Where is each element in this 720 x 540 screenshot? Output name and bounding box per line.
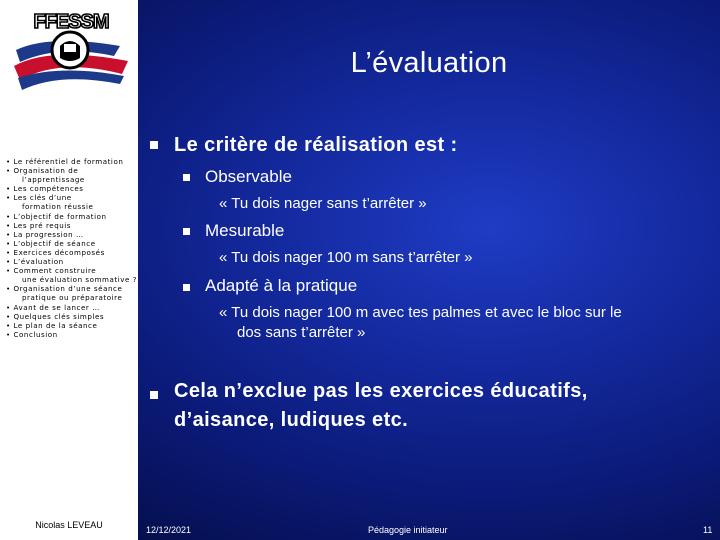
example-adapte-line1: « Tu dois nager 100 m avec tes palmes et avec le bloc sur le xyxy=(219,304,622,321)
toc-item: • L’objectif de séance xyxy=(6,238,96,248)
toc-item: l’apprentissage xyxy=(22,175,85,185)
toc-item: • Les pré requis xyxy=(6,220,72,230)
toc-item: • Le plan de la séance xyxy=(6,320,98,330)
toc-item: • Organisation de xyxy=(6,166,79,176)
toc-item: • Organisation d’une séance xyxy=(6,284,123,294)
toc-item: • L’objectif de formation xyxy=(6,211,107,221)
bullet-square-icon xyxy=(183,228,190,235)
slide-title: L’évaluation xyxy=(350,47,508,79)
toc-item: • Quelques clés simples xyxy=(6,311,105,321)
toc-item: • Comment construire xyxy=(6,266,97,276)
toc-item: • Les clés d’une xyxy=(6,193,72,203)
sub-bullet-mesurable: Mesurable xyxy=(205,221,285,240)
toc-item: • Avant de se lancer … xyxy=(6,302,100,312)
bullet-square-icon xyxy=(183,284,190,291)
main-bullet-exercises-line1: Cela n’exclue pas les exercices éducatifs, xyxy=(174,380,588,402)
main-bullet-exercises-line2: d’aisance, ludiques etc. xyxy=(174,409,409,431)
footer-date: 12/12/2021 xyxy=(146,525,192,535)
bullet-square-icon xyxy=(150,391,158,399)
bullet-square-icon xyxy=(150,141,158,149)
toc-item: • Exercices décomposés xyxy=(6,247,105,257)
toc-item: pratique ou préparatoire xyxy=(22,293,123,303)
toc-item: une évaluation sommative ? xyxy=(22,275,138,285)
svg-text:FFESSM: FFESSM xyxy=(33,11,109,33)
table-of-contents xyxy=(6,157,138,339)
toc-item: formation réussie xyxy=(22,202,94,212)
sidebar xyxy=(0,0,138,540)
example-observable: « Tu dois nager sans t’arrêter » xyxy=(219,195,427,212)
example-mesurable: « Tu dois nager 100 m sans t’arrêter » xyxy=(219,249,473,266)
toc-item: • Les compétences xyxy=(6,184,84,194)
main-bullet-criterion: Le critère de réalisation est : xyxy=(174,134,458,156)
footer-page-number: 11 xyxy=(703,525,713,535)
toc-item: • L’évaluation xyxy=(6,257,64,267)
footer-author: Nicolas LEVEAU xyxy=(35,520,103,530)
toc-item: • Conclusion xyxy=(6,329,58,339)
toc-item: • La progression … xyxy=(6,229,84,239)
footer-title: Pédagogie initiateur xyxy=(368,525,448,535)
toc-item: • Le référentiel de formation xyxy=(6,157,124,166)
example-adapte-line2: dos sans t’arrêter » xyxy=(237,324,366,341)
sub-bullet-adapte: Adapté à la pratique xyxy=(205,276,358,295)
ffessm-logo xyxy=(10,6,132,106)
bullet-square-icon xyxy=(183,174,190,181)
sub-bullet-observable: Observable xyxy=(205,167,292,186)
